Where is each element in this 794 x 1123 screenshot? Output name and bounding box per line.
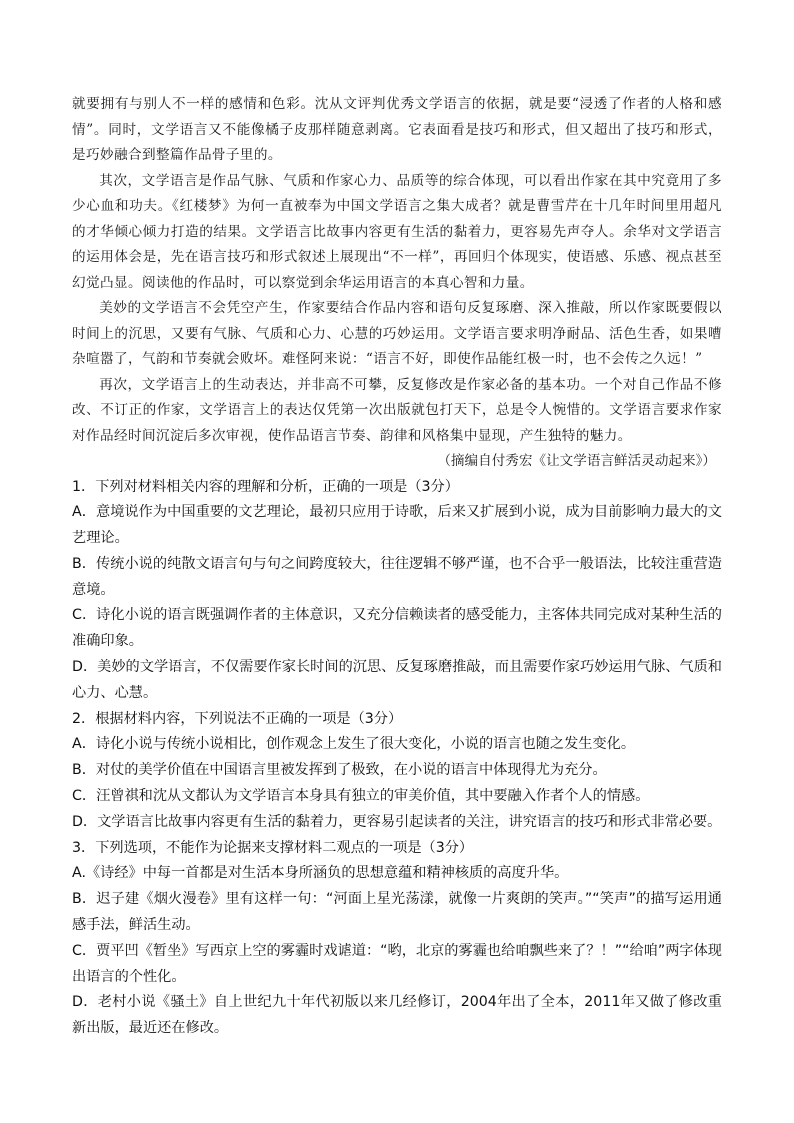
question-3-stem: 3．下列选项，不能作为论据来支撑材料二观点的一项是（3分）: [72, 839, 474, 856]
question-1-option-c: C．诗化小说的语言既强调作者的主体意识，又充分信赖读者的感受能力，主客体共同完成对某种生活的准确印象。: [72, 607, 722, 650]
passage-paragraph-1: 就要拥有与别人不一样的感情和色彩。沈从文评判优秀文学语言的依据，就是要“浸透了作者的人格和感情”。同时，文学语言又不能像橘子皮那样随意剥离。它表面看是技巧和形式，但又超出了技巧和形式，是巧妙融合到整篇作品骨子里的。: [72, 96, 722, 163]
page-content: [72, 92, 722, 1042]
passage-source: （摘编自付秀宏《让文学语言鲜活灵动起来》）: [437, 453, 716, 469]
passage-paragraph-3: 美妙的文学语言不会凭空产生，作家要结合作品内容和语句反复琢磨、深入推敲，所以作家既要假以时间上的沉思，又要有气脉、气质和心力、心慧的巧妙运用。文学语言要求明净耐品、活色生香，如果嘈杂喧嚣了，气韵和节奏就会败坏。难怪阿来说：“语言不好，即使作品能红极一时，也不会传之久远！”: [72, 300, 722, 367]
question-2-option-b: B．对仗的美学价值在中国语言里被发挥到了极致，在小说的语言中体现得尤为充分。: [72, 762, 607, 779]
question-1-stem: 1．下列对材料相关内容的理解和分析，正确的一项是（3分）: [72, 478, 459, 495]
passage-paragraph-2: 其次，文学语言是作品气脉、气质和作家心力、品质等的综合体现，可以看出作家在其中究竟用了多少心血和功夫。《红楼梦》为何一直被奉为中国文学语言之集大成者？就是曹雪芹在十几年时间里用超凡的才华倾心倾力打造的结果。文学语言比故事内容更有生活的黏着力，更容易先声夺人。余华对文学语言的运用体会是，先在语言技巧和形式叙述上展现出“不一样”，再回归个体现实，使语感、乐感、视点甚至幻觉凸显。阅读他的作品时，可以察觉到余华运用语言的本真心智和力量。: [72, 172, 722, 291]
reading-passage: [72, 92, 722, 449]
question-2-option-a: A．诗化小说与传统小说相比，创作观念上发生了很大变化，小说的语言也随之发生变化。: [72, 736, 636, 753]
question-3-option-b: B．迟子建《烟火漫卷》里有这样一句：“河面上星光荡漾，就像一片爽朗的笑声。”“笑声”的描写运用通感手法，鲜活生动。: [72, 891, 722, 934]
question-2-option-d: D．文学语言比故事内容更有生活的黏着力，更容易引起读者的关注，讲究语言的技巧和形式非常必要。: [72, 813, 722, 830]
question-1-option-d: D．美妙的文学语言，不仅需要作家长时间的沉思、反复琢磨推敲，而且需要作家巧妙运用气脉、气质和心力、心慧。: [72, 659, 722, 701]
question-1-option-a: A．意境说作为中国重要的文艺理论，最初只应用于诗歌，后来又扩展到小说，成为目前影响力最大的文艺理论。: [72, 504, 722, 547]
question-1-option-b: B．传统小说的纯散文语言句与句之间跨度较大，往往逻辑不够严谨，也不合乎一般语法，比较注重营造意境。: [72, 555, 722, 598]
question-2-stem: 2．根据材料内容，下列说法不正确的一项是（3分）: [72, 710, 403, 727]
question-list: [72, 475, 722, 1043]
question-2-option-c: C．汪曾祺和沈从文都认为文学语言本身具有独立的审美价值，其中要融入作者个人的情感。: [72, 788, 650, 805]
question-3-option-c: C．贾平凹《暂坐》写西京上空的雾霾时戏谑道：“哟，北京的雾霾也给咱飘些来了？！”“给咱”两字体现出语言的个性化。: [72, 942, 722, 985]
question-3-option-d: D．老村小说《骚土》自上世纪九十年代初版以来几经修订，2004年出了全本，2011年又做了修改重新出版，最近还在修改。: [72, 994, 722, 1037]
passage-paragraph-4: 再次，文学语言上的生动表达，并非高不可攀，反复修改是作家必备的基本功。一个对自己作品不修改、不订正的作家，文学语言上的表达仅凭第一次出版就包打天下，总是令人惋惜的。文学语言要求作家对作品经时间沉淀后多次审视，使作品语言节奏、韵律和风格集中显现，产生独特的魅力。: [72, 376, 722, 444]
question-3-option-a: A.《诗经》中每一首都是对生活本身所涵负的思想意蕴和精神核质的高度升华。: [72, 865, 569, 882]
